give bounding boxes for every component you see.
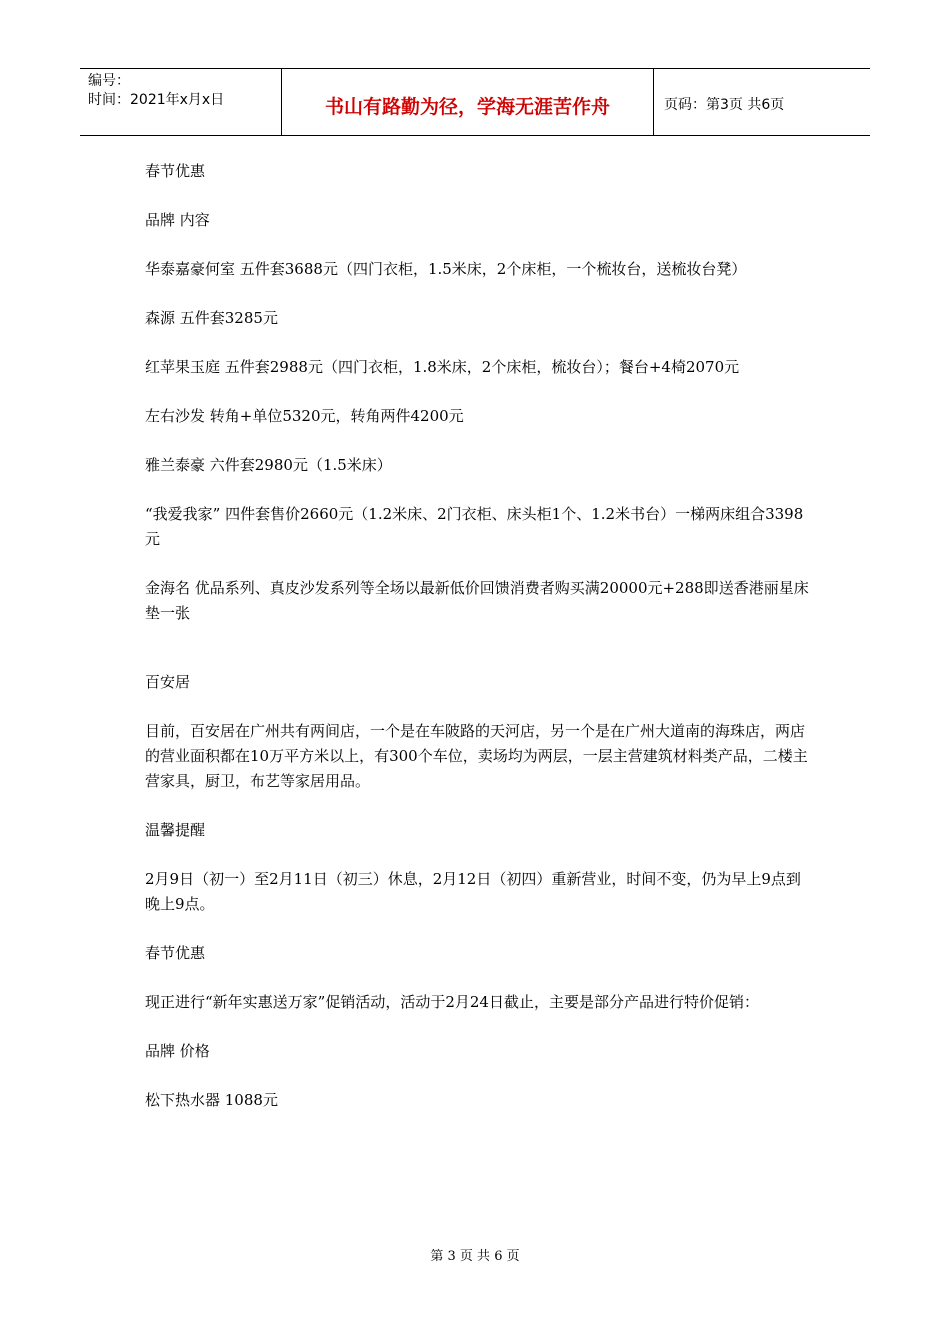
document-time-label: 时间：2021年x月x日	[88, 92, 225, 108]
reminder-heading: 温馨提醒	[145, 821, 206, 839]
page-header	[80, 68, 870, 136]
section-heading: 春节优惠	[145, 162, 206, 180]
promo-item: 松下热水器 1088元	[145, 1091, 278, 1109]
promo-item: “我爱我家” 四件套售价2660元（1.2米床、2门衣柜、床头柜1个、1.2米书台）一梯两床组合3398元	[145, 505, 804, 548]
reminder-text: 2月9日（初一）至2月11日（初三）休息，2月12日（初四）重新营业，时间不变，仍为早上9点到晚上9点。	[145, 870, 801, 913]
document-body	[145, 159, 810, 1137]
store-heading: 百安居	[145, 673, 191, 691]
page-footer: 第 3 页 共 6 页	[430, 1249, 520, 1264]
table-header: 品牌 内容	[145, 211, 210, 229]
promo-item: 华泰嘉豪何室 五件套3688元（四门衣柜，1.5米床，2个床柜，一个梳妆台，送梳妆台凳）	[145, 260, 747, 278]
promo-item: 左右沙发 转角+单位5320元，转角两件4200元	[145, 407, 464, 425]
store-description: 目前，百安居在广州共有两间店，一个是在车陂路的天河店，另一个是在广州大道南的海珠店，两店的营业面积都在10万平方米以上，有300个车位，卖场均为两层，一层主营建筑材料类产品，二楼主营家具，厨卫，布艺等家居用品。	[145, 722, 808, 790]
section-heading: 春节优惠	[145, 944, 206, 962]
promo-item: 森源 五件套3285元	[145, 309, 278, 327]
document-number-label: 编号：	[88, 73, 130, 89]
header-page-info: 页码：第3页 共6页	[664, 96, 785, 113]
header-meta-cell	[80, 69, 282, 135]
table-header: 品牌 价格	[145, 1042, 210, 1060]
promo-item: 金海名 优品系列、真皮沙发系列等全场以最新低价回馈消费者购买满20000元+288即送香港丽星床垫一张	[145, 579, 809, 622]
promo-item: 雅兰泰豪 六件套2980元（1.5米床）	[145, 456, 392, 474]
promo-item: 红苹果玉庭 五件套2988元（四门衣柜，1.8米床，2个床柜，梳妆台）；餐台+4椅2070元	[145, 358, 740, 376]
header-motto: 书山有路勤为径，学海无涯苦作舟	[282, 69, 654, 135]
promo-description: 现正进行“新年实惠送万家”促销活动，活动于2月24日截止，主要是部分产品进行特价促销：	[145, 993, 759, 1011]
